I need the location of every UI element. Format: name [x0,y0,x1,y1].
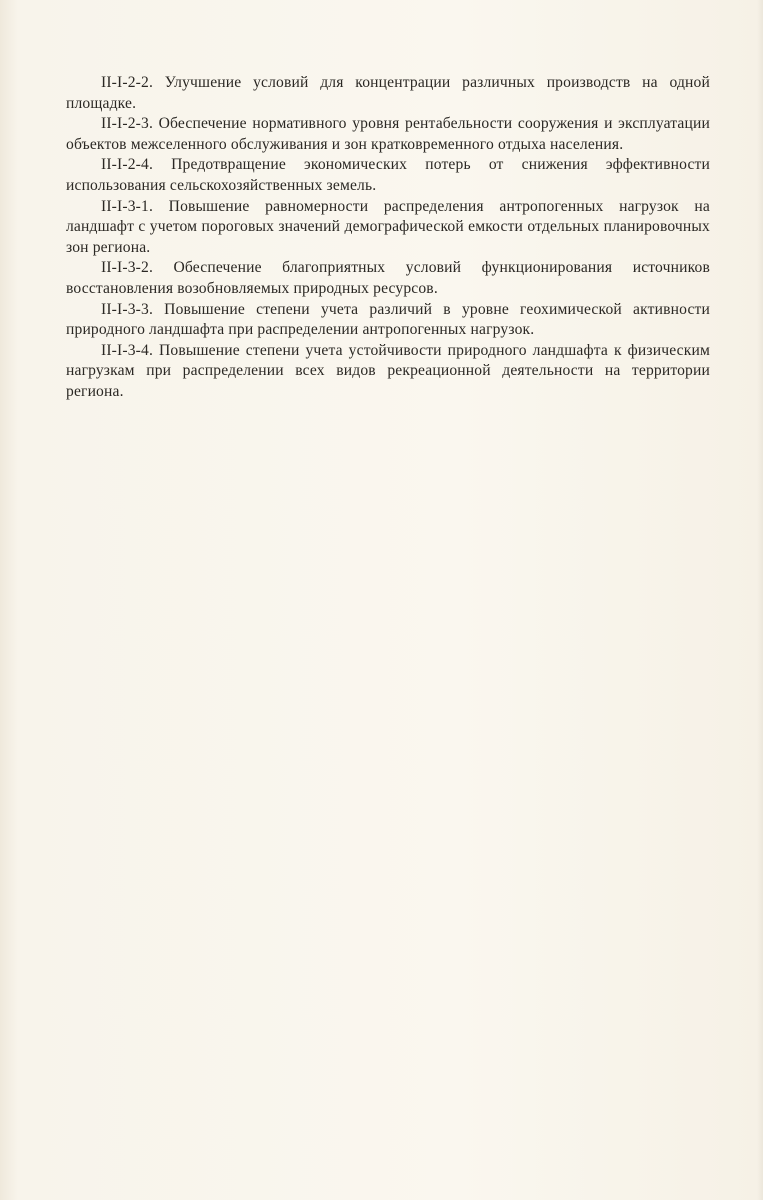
paragraph-code: II-I-3-1. [101,197,153,215]
paragraph-code: II-I-2-4. [101,156,153,174]
paragraph-code: II-I-3-4. [101,341,153,359]
document-text-block [66,73,710,403]
paragraph-ii-i-3-1 [66,197,710,259]
scan-edge-shadow [757,0,763,1200]
paragraph-text: Повышение равномерности распределения антропогенных нагрузок на ландшафт с учетом пороговых значений демографической емкости отдельных планировочных зон региона. [66,197,710,256]
paragraph-text: Обеспечение нормативного уровня рентабельности сооружения и эксплуатации объектов межселенного обслуживания и зон кратковременного отдыха населения. [66,115,710,153]
paragraph-text: Повышение степени учета различий в уровне геохимической активности природного ландшафта при распределении антропогенных нагрузок. [66,300,710,339]
paragraph-code: II-I-2-2. [101,74,153,91]
paragraph-ii-i-2-3 [66,114,710,155]
paragraph-text: Предотвращение экономических потерь от снижения эффективности использования сельскохозяйственных земель. [66,156,710,194]
paragraph-text: Повышение степени учета устойчивости природного ландшафта к физическим нагрузкам при распределении всех видов рекреационной деятельности на территории региона. [66,341,710,400]
paragraph-text: Улучшение условий для концентрации различных производств на одной площадке. [66,74,710,112]
paragraph-ii-i-3-4 [66,341,710,403]
paragraph-ii-i-2-2 [66,73,710,114]
paragraph-ii-i-3-3 [66,300,710,341]
paragraph-ii-i-2-4 [66,155,710,196]
paragraph-ii-i-3-2 [66,258,710,299]
paragraph-code: II-I-2-3. [101,115,153,133]
paragraph-code: II-I-3-2. [101,259,153,277]
paragraph-code: II-I-3-3. [101,300,153,318]
paragraph-text: Обеспечение благоприятных условий функционирования источников восстановления возобновляемых природных ресурсов. [66,259,710,297]
